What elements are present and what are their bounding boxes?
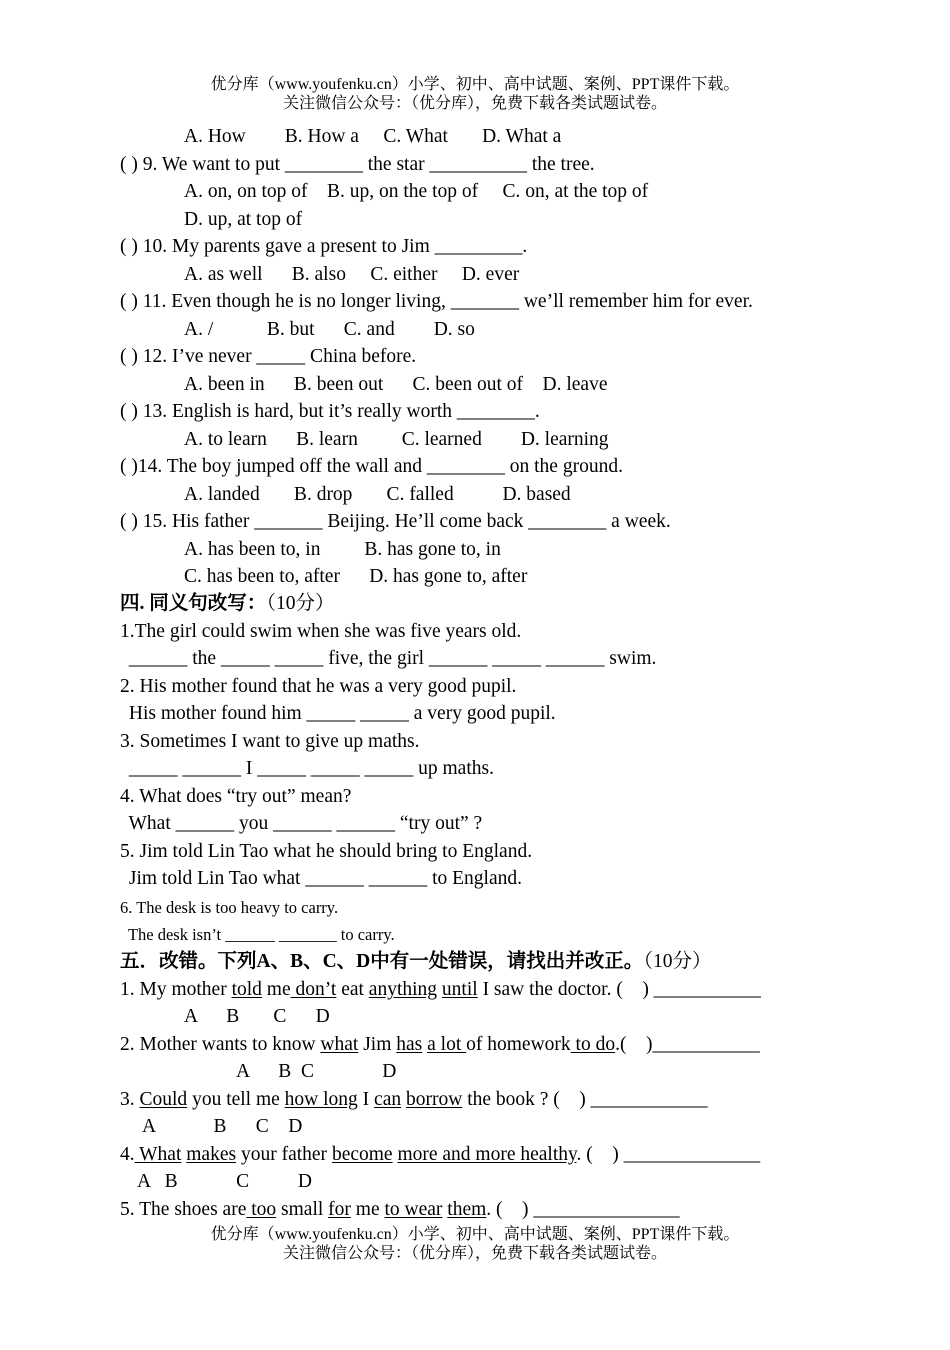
rewrite-2-blank: His mother found him _____ _____ a very good pupil.	[124, 703, 556, 724]
rewrite-2: 2. His mother found that he was a very good pupil.	[120, 676, 517, 697]
error-1-letters: A B C D	[184, 1006, 330, 1027]
q11-options: A. / B. but C. and D. so	[184, 319, 475, 340]
section5-score: （10分）	[643, 951, 712, 972]
q15-options-1: A. has been to, in B. has gone to, in	[184, 539, 501, 560]
q8-options: A. How B. How a C. What D. What a	[184, 126, 562, 147]
rewrite-4-blank: What ______ you ______ ______ “try out” ?	[124, 813, 483, 834]
section4-title: 四. 同义句改写：	[120, 593, 267, 614]
error-2-letters: A B C D	[236, 1061, 397, 1082]
q13-stem: ( ) 13. English is hard, but it’s really worth ________.	[120, 401, 540, 422]
rewrite-6: 6. The desk is too heavy to carry.	[120, 898, 339, 917]
error-2: 2. Mother wants to know what Jim has a lot of homework to do.( )___________	[120, 1034, 760, 1055]
section4-score: （10分）	[266, 593, 335, 614]
q10-stem: ( ) 10. My parents gave a present to Jim _________.	[120, 236, 528, 257]
q12-options: A. been in B. been out C. been out of D. leave	[184, 374, 608, 395]
q12-stem: ( ) 12. I’ve never _____ China before.	[120, 346, 417, 367]
rewrite-5-blank: Jim told Lin Tao what ______ ______ to England.	[124, 868, 522, 889]
q15-stem: ( ) 15. His father _______ Beijing. He’ll come back ________ a week.	[120, 511, 671, 532]
error-3: 3. Could you tell me how long I can borrow the book ? ( ) ____________	[120, 1089, 708, 1110]
header-line-2: 关注微信公众号：（优分库），免费下载各类试题试卷。	[282, 95, 667, 112]
footer-line-2: 关注微信公众号：（优分库），免费下载各类试题试卷。	[282, 1245, 667, 1262]
q11-stem: ( ) 11. Even though he is no longer living, _______ we’ll remember him for ever.	[120, 291, 753, 312]
error-4-letters: A B C D	[137, 1171, 312, 1192]
rewrite-3: 3. Sometimes I want to give up maths.	[120, 731, 420, 752]
rewrite-6-blank: The desk isn’t ______ _______ to carry.	[120, 925, 395, 944]
q10-options: A. as well B. also C. either D. ever	[184, 264, 520, 285]
section5-heading	[120, 951, 712, 973]
section5-title: 五．改错。下列A、B、C、D中有一处错误，请找出并改正。	[120, 951, 644, 972]
q9-options-1: A. on, on top of B. up, on the top of C. on, at the top of	[184, 181, 649, 202]
q14-options: A. landed B. drop C. falled D. based	[184, 484, 571, 505]
header-line-1: 优分库（www.youfenku.cn）小学、初中、高中试题、案例、PPT课件下载。	[210, 76, 740, 93]
q13-options: A. to learn B. learn C. learned D. learning	[184, 429, 609, 450]
rewrite-1-blank: ______ the _____ _____ five, the girl ______ _____ ______ swim.	[124, 648, 657, 669]
rewrite-5: 5. Jim told Lin Tao what he should bring to England.	[120, 841, 533, 862]
rewrite-3-blank: _____ ______ I _____ _____ _____ up maths.	[124, 758, 494, 779]
error-4: 4. What makes your father become more and more healthy. ( ) ______________	[120, 1144, 761, 1165]
q15-options-2: C. has been to, after D. has gone to, after	[184, 566, 528, 587]
footer-line-1: 优分库（www.youfenku.cn）小学、初中、高中试题、案例、PPT课件下载。	[210, 1226, 740, 1243]
rewrite-1: 1.The girl could swim when she was five years old.	[120, 621, 522, 642]
q9-stem: ( ) 9. We want to put ________ the star __________ the tree.	[120, 154, 595, 175]
error-5: 5. The shoes are too small for me to wear them. ( ) _______________	[120, 1199, 680, 1220]
error-3-letters: A B C D	[142, 1116, 303, 1137]
rewrite-4: 4. What does “try out” mean?	[120, 786, 352, 807]
q14-stem: ( )14. The boy jumped off the wall and ________ on the ground.	[120, 456, 623, 477]
q9-options-2: D. up, at top of	[184, 209, 303, 230]
section4-heading	[120, 593, 335, 615]
error-1: 1. My mother told me don’t eat anything until I saw the doctor. ( ) ___________	[120, 979, 761, 1000]
